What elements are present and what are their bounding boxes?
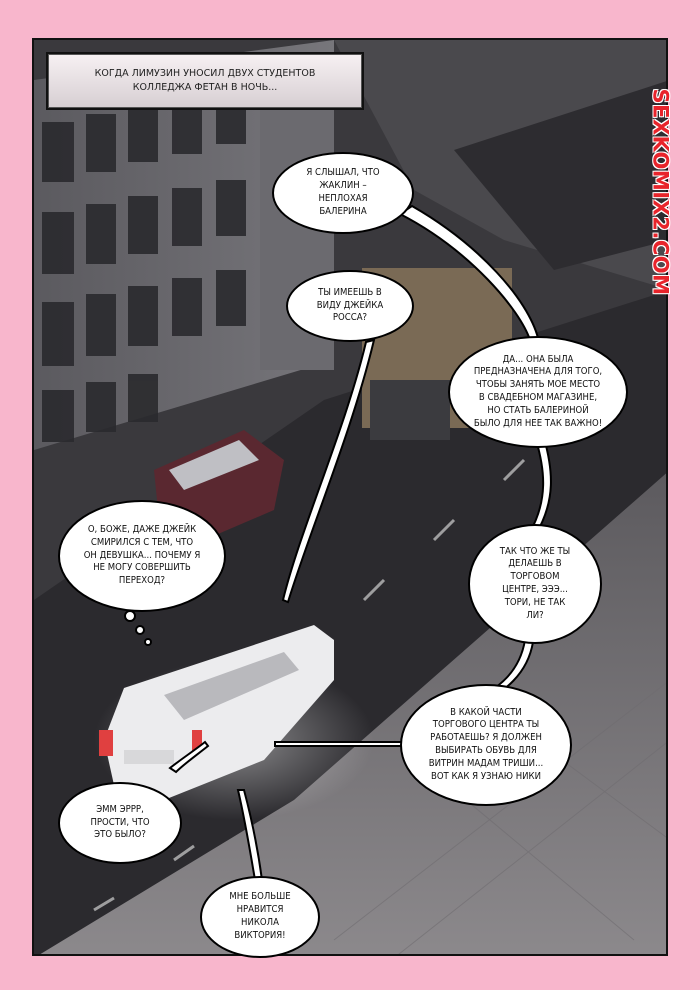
speech-bubble-8 bbox=[200, 876, 320, 958]
speech-bubble-6-text: В КАКОЙ ЧАСТИ ТОРГОВОГО ЦЕНТРА ТЫ РАБОТАЕШЬ? Я ДОЛЖЕН ВЫБИРАТЬ ОБУВЬ ДЛЯ ВИТРИН МАДАМ ТРИШИ... ВОТ КАК Я УЗНАЮ НИКИ bbox=[428, 706, 544, 782]
speech-bubble-8-text: МНЕ БОЛЬШЕ НРАВИТСЯ НИКОЛА ВИКТОРИЯ! bbox=[229, 891, 291, 941]
speech-bubble-7-text: ЭММ ЭРРР, ПРОСТИ, ЧТО ЭТО БЫЛО? bbox=[90, 803, 150, 841]
speech-bubble-1 bbox=[272, 152, 414, 234]
watermark-logo bbox=[646, 88, 674, 296]
caption-text: КОГДА ЛИМУЗИН УНОСИЛ ДВУХ СТУДЕНТОВ КОЛЛЕДЖА ФЕТАН В НОЧЬ... bbox=[94, 68, 316, 93]
speech-bubble-2 bbox=[286, 270, 414, 342]
speech-bubble-3 bbox=[448, 336, 628, 448]
speech-bubble-5 bbox=[468, 524, 602, 644]
narration-caption bbox=[48, 54, 362, 108]
speech-bubble-1-text: Я СЛЫШАЛ, ЧТО ЖАКЛИН – НЕПЛОХАЯ БАЛЕРИНА bbox=[306, 167, 380, 217]
speech-bubble-2-text: ТЫ ИМЕЕШЬ В ВИДУ ДЖЕЙКА РОССА? bbox=[316, 286, 384, 324]
speech-bubble-7 bbox=[58, 782, 182, 864]
speech-bubble-4 bbox=[58, 500, 226, 612]
speech-bubble-6 bbox=[400, 684, 572, 806]
speech-bubble-4-text: О, БОЖЕ, ДАЖЕ ДЖЕЙК СМИРИЛСЯ С ТЕМ, ЧТО ОН ДЕВУШКА... ПОЧЕМУ Я НЕ МОГУ СОВЕРШИТЬ ПЕРЕХОД? bbox=[83, 523, 201, 587]
watermark-text: SEXKOMIX2.COM bbox=[648, 88, 672, 296]
speech-bubble-3-text: ДА... ОНА БЫЛА ПРЕДНАЗНАЧЕНА ДЛЯ ТОГО, ЧТОБЫ ЗАНЯТЬ МОЕ МЕСТО В СВАДЕБНОМ МАГАЗИНЕ, НО СТАТЬ БАЛЕРИНОЙ БЫЛО ДЛЯ НЕЕ ТАК ВАЖНО! bbox=[473, 353, 603, 429]
speech-bubble-5-text: ТАК ЧТО ЖЕ ТЫ ДЕЛАЕШЬ В ТОРГОВОМ ЦЕНТРЕ, ЭЭЭ... ТОРИ, НЕ ТАК ЛИ? bbox=[499, 545, 571, 621]
